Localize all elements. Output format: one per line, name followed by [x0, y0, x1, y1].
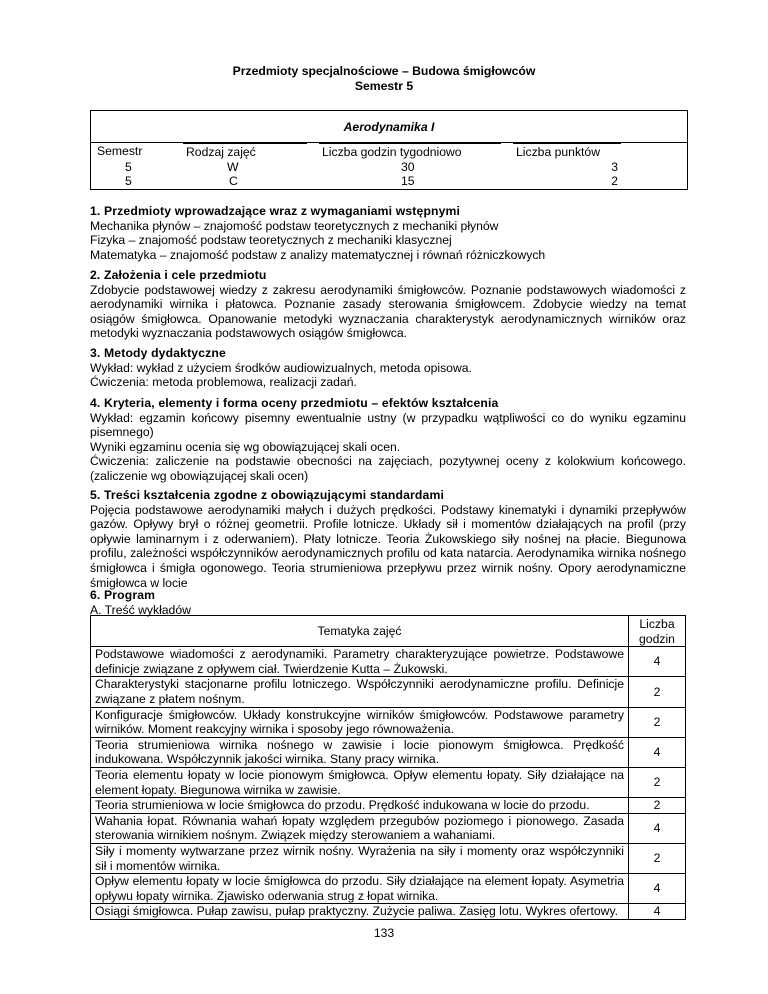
section-5-title: 5. Treści kształcenia zgodne z obowiązującymi standardami [90, 488, 444, 502]
col-points [513, 143, 621, 190]
cell-hours-1: 30 [401, 160, 415, 174]
section-2-title: 2. Założenia i cele przedmiotu [90, 268, 267, 282]
page-number: 133 [373, 926, 395, 940]
cell-type-2: C [229, 174, 238, 188]
hours-cell: 2 [629, 798, 686, 814]
topic-cell: Opływ elementu łopaty w locie śmigłowca do przodu. Siły działające na element łopaty. Asymetria opływu łopaty wirnika. Zjawisko oderwania strug z łopat wirnika. [91, 874, 629, 904]
page-heading: Przedmioty specjalnościowe – Budowa śmigłowców [232, 64, 536, 78]
header-points: Liczba punktów [516, 145, 601, 159]
section-assessment [90, 396, 686, 484]
header-type: Rodzaj zajęć [186, 145, 256, 159]
course-name: Aerodynamika I [343, 120, 435, 134]
section-content [90, 488, 686, 590]
table-header-row [91, 616, 686, 647]
section-4-title: 4. Kryteria, elementy i forma oceny przedmiotu – efektów kształcenia [90, 396, 499, 410]
topic-cell: Osiągi śmigłowca. Pułap zawisu, pułap praktyczny. Zużycie paliwa. Zasięg lotu. Wykres ofertowy. [91, 904, 629, 920]
table-row [91, 677, 686, 707]
table-row [91, 843, 686, 873]
assessment-scale: Wyniki egzaminu ocenia się wg obowiązującej skali ocen. [90, 439, 401, 454]
hours-cell: 4 [629, 813, 686, 843]
hours-cell: 4 [629, 737, 686, 767]
cell-points-1: 3 [611, 160, 618, 174]
table-row [91, 798, 686, 814]
section-methods [90, 346, 686, 390]
lecture-program-table [90, 615, 686, 920]
table-row [91, 874, 686, 904]
header-semester: Semestr [97, 144, 143, 158]
prereq-line: Fizyka – znajomość podstaw teoretycznych z mechaniki klasycznej [90, 233, 452, 248]
assessment-lecture: Wykład: egzamin końcowy pisemny ewentualnie ustny (w przypadku wątpliwości co do wyniku egzaminu pisemnego) [90, 410, 686, 440]
topic-cell: Charakterystyki stacjonarne profilu lotniczego. Współczynniki aerodynamiczne profilu. Definicje związane z płatem nośnym. [91, 677, 629, 707]
table-row [91, 904, 686, 920]
course-title-box [90, 110, 688, 143]
cell-semester-2: 5 [125, 174, 132, 188]
section-6-title: 6. Program [90, 588, 156, 602]
col-hours [319, 143, 501, 190]
cell-points-2: 2 [611, 174, 618, 188]
table-row [91, 767, 686, 797]
section-program [90, 588, 686, 617]
header-topic: Tematyka zajęć [91, 616, 629, 647]
table-row [91, 737, 686, 767]
table-row [91, 707, 686, 737]
semester-heading: Semestr 5 [354, 79, 414, 93]
col-semester [91, 143, 171, 189]
cell-type-1: W [227, 160, 239, 174]
topic-cell: Konfiguracje śmigłowców. Układy konstrukcyjne wirników śmigłowców. Podstawowe parametry wirników. Moment reakcyjny wirnika i sposoby jego równoważenia. [91, 707, 629, 737]
program-subtitle: A. Treść wykładów [90, 602, 191, 617]
topic-cell: Teoria elementu łopaty w locie pionowym śmigłowca. Opływ elementu łopaty. Siły działające na element łopaty. Biegunowa wirnika w zawisie. [91, 767, 629, 797]
hours-cell: 4 [629, 874, 686, 904]
hours-cell: 2 [629, 767, 686, 797]
methods-line: Wykład: wykład z użyciem środków audiowizualnych, metoda opisowa. [90, 360, 472, 375]
semester-table [90, 142, 688, 190]
col-type [183, 143, 307, 190]
content-text: Pojęcia podstawowe aerodynamiki małych i dużych prędkości. Podstawy kinematyki i dynamiki przepływów gazów. Opływy brył o różnej geometrii. Profile lotnicze. Układy sił i momentów działających na profil (przy opływie laminarnym i z oderwaniem). Płaty lotnicze. Teoria Żukowskiego siły nośnej na płacie. Biegunowa profilu, zależności współczynników aerodynamicznych profilu od kata natarcia. Aerodynamika wirnika nośnego śmigłowca i śmigła ogonowego. Teoria strumieniowa przepływu przez wirnik nośny. Opory aerodynamiczne śmigłowca w locie [90, 502, 686, 590]
topic-cell: Podstawowe wiadomości z aerodynamiki. Parametry charakteryzujące powietrze. Podstawowe definicje związane z opływem ciał. Twierdzenie Kutta – Żukowski. [91, 647, 629, 677]
hours-cell: 2 [629, 677, 686, 707]
section-prerequisites [90, 204, 686, 262]
header-hours: Liczba godzin [629, 616, 686, 647]
header-hours: Liczba godzin tygodniowo [322, 145, 462, 159]
goals-text: Zdobycie podstawowej wiedzy z zakresu aerodynamiki śmigłowców. Poznanie podstawowych wiadomości z aerodynamiki wirnika i płatowca. Poznanie zasady sterowania śmigłowcem. Zdobycie wiedzy na temat osiągów śmigłowca. Opanowanie metodyki wyznaczania charakterystyk aerodynamicznych wirników oraz metodyki wyznaczania podstawowych osiągów śmigłowca. [90, 282, 686, 341]
topic-cell: Teoria strumieniowa wirnika nośnego w zawisie i locie pionowym śmigłowca. Prędkość indukowana. Współczynnik jakości wirnika. Stany pracy wirnika. [91, 737, 629, 767]
assessment-exercises: Ćwiczenia: zaliczenie na podstawie obecności na zajęciach, pozytywnej oceny z kolokwium końcowego. (zaliczenie wg obowiązującej skali ocen) [90, 454, 686, 483]
topic-cell: Siły i momenty wytwarzane przez wirnik nośny. Wyrażenia na siły i momenty oraz współczynniki sił i momentów wirnika. [91, 843, 629, 873]
hours-cell: 4 [629, 904, 686, 920]
cell-semester-1: 5 [125, 160, 132, 174]
table-row [91, 647, 686, 677]
prereq-line: Matematyka – znajomość podstaw z analizy matematycznej i równań różniczkowych [90, 247, 546, 262]
methods-line: Ćwiczenia: metoda problemowa, realizacji zadań. [90, 375, 357, 390]
hours-cell: 2 [629, 707, 686, 737]
topic-cell: Wahania łopat. Równania wahań łopaty względem przegubów poziomego i pionowego. Zasada sterowania wirnikiem nośnym. Związek między sterowaniem a wahaniami. [91, 813, 629, 843]
prereq-line: Mechanika płynów – znajomość podstaw teoretycznych z mechaniki płynów [90, 218, 499, 233]
hours-cell: 2 [629, 843, 686, 873]
topic-cell: Teoria strumieniowa w locie śmigłowca do przodu. Prędkość indukowana w locie do przodu. [91, 798, 629, 814]
section-goals [90, 268, 686, 341]
table-row [91, 813, 686, 843]
section-1-title: 1. Przedmioty wprowadzające wraz z wymaganiami wstępnymi [90, 204, 461, 218]
hours-cell: 4 [629, 647, 686, 677]
section-3-title: 3. Metody dydaktyczne [90, 346, 226, 360]
cell-hours-2: 15 [401, 174, 415, 188]
